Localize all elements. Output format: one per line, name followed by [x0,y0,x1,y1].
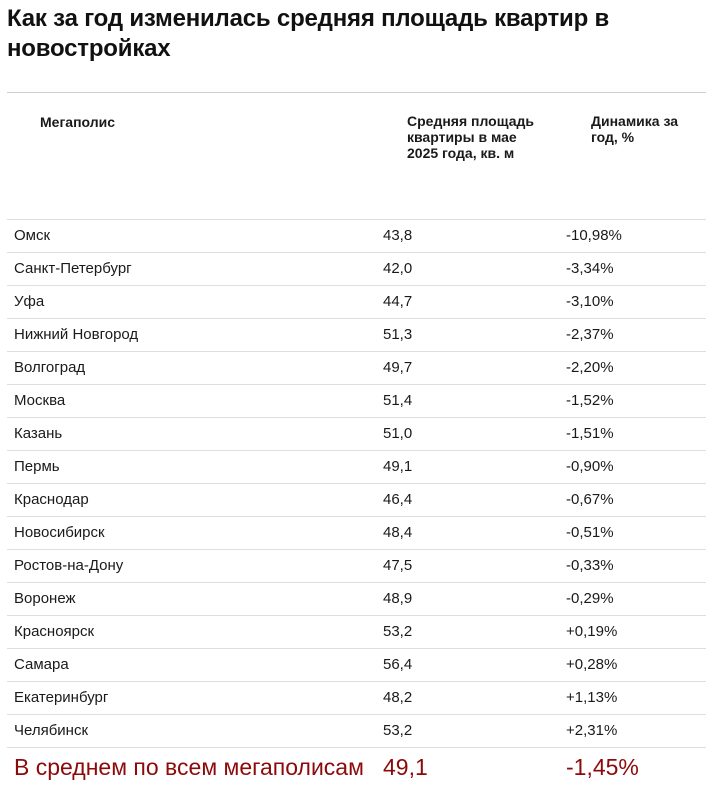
cell-change: +0,19% [566,623,618,640]
cell-change: -0,51% [566,524,614,541]
cell-city: Санкт-Петербург [14,260,132,277]
cell-change: +1,13% [566,689,618,706]
cell-city: Екатеринбург [14,689,109,706]
cell-average-area: 53,2 [383,623,413,640]
cell-city: Уфа [14,293,45,310]
cell-city: Ростов-на-Дону [14,557,124,574]
summary-change: -1,45% [566,754,639,780]
cell-average-area: 42,0 [383,260,413,277]
cell-change: -2,20% [566,359,614,376]
table-row [7,252,706,285]
summary-average-area: 49,1 [383,754,428,780]
cell-city: Волгоград [14,359,86,376]
cell-average-area: 51,3 [383,326,413,343]
table-row [7,318,706,351]
cell-change: +0,28% [566,656,618,673]
cell-average-area: 47,5 [383,557,413,574]
cell-city: Воронеж [14,590,76,607]
cell-city: Москва [14,392,66,409]
cell-average-area: 51,4 [383,392,413,409]
table-row [7,549,706,582]
cell-city: Самара [14,656,69,673]
cell-change: -0,29% [566,590,614,607]
cell-change: -1,52% [566,392,614,409]
cell-city: Новосибирск [14,524,105,541]
header-divider [7,92,706,93]
table-row [7,582,706,615]
cell-change: -10,98% [566,227,622,244]
cell-average-area: 48,4 [383,524,413,541]
table-row [7,351,706,384]
cell-average-area: 48,9 [383,590,413,607]
cell-average-area: 44,7 [383,293,413,310]
cell-average-area: 56,4 [383,656,413,673]
cell-average-area: 49,7 [383,359,413,376]
table-body [7,219,706,747]
cell-change: -0,67% [566,491,614,508]
page-title: Как за год изменилась средняя площадь квартир в новостройках [7,5,610,62]
cell-average-area: 43,8 [383,227,413,244]
cell-change: -3,10% [566,293,614,310]
table-row [7,450,706,483]
cell-city: Омск [14,227,51,244]
table-row [7,384,706,417]
cell-change: -1,51% [566,425,614,442]
cell-change: -2,37% [566,326,614,343]
table-row [7,285,706,318]
cell-change: +2,31% [566,722,618,739]
table-row [7,681,706,714]
cell-average-area: 46,4 [383,491,413,508]
cell-change: -0,90% [566,458,614,475]
cell-change: -3,34% [566,260,614,277]
cell-city: Нижний Новгород [14,326,139,343]
cell-city: Челябинск [14,722,89,739]
table-row [7,648,706,681]
column-header-average-area: Средняя площадь квартиры в мае 2025 года, кв. м [407,113,534,161]
table-row [7,219,706,252]
cell-city: Краснодар [14,491,89,508]
table-row [7,417,706,450]
table-row [7,516,706,549]
cell-average-area: 49,1 [383,458,413,475]
column-header-city: Мегаполис [40,114,116,130]
cell-city: Казань [14,425,63,442]
column-header-change: Динамика за год, % [591,113,679,145]
cell-average-area: 51,0 [383,425,413,442]
cell-city: Красноярск [14,623,95,640]
summary-label: В среднем по всем мегаполисам [14,754,364,780]
cell-change: -0,33% [566,557,614,574]
table-row [7,483,706,516]
table-row [7,615,706,648]
cell-average-area: 53,2 [383,722,413,739]
cell-city: Пермь [14,458,60,475]
table-row [7,714,706,747]
summary-row [7,747,706,788]
cell-average-area: 48,2 [383,689,413,706]
